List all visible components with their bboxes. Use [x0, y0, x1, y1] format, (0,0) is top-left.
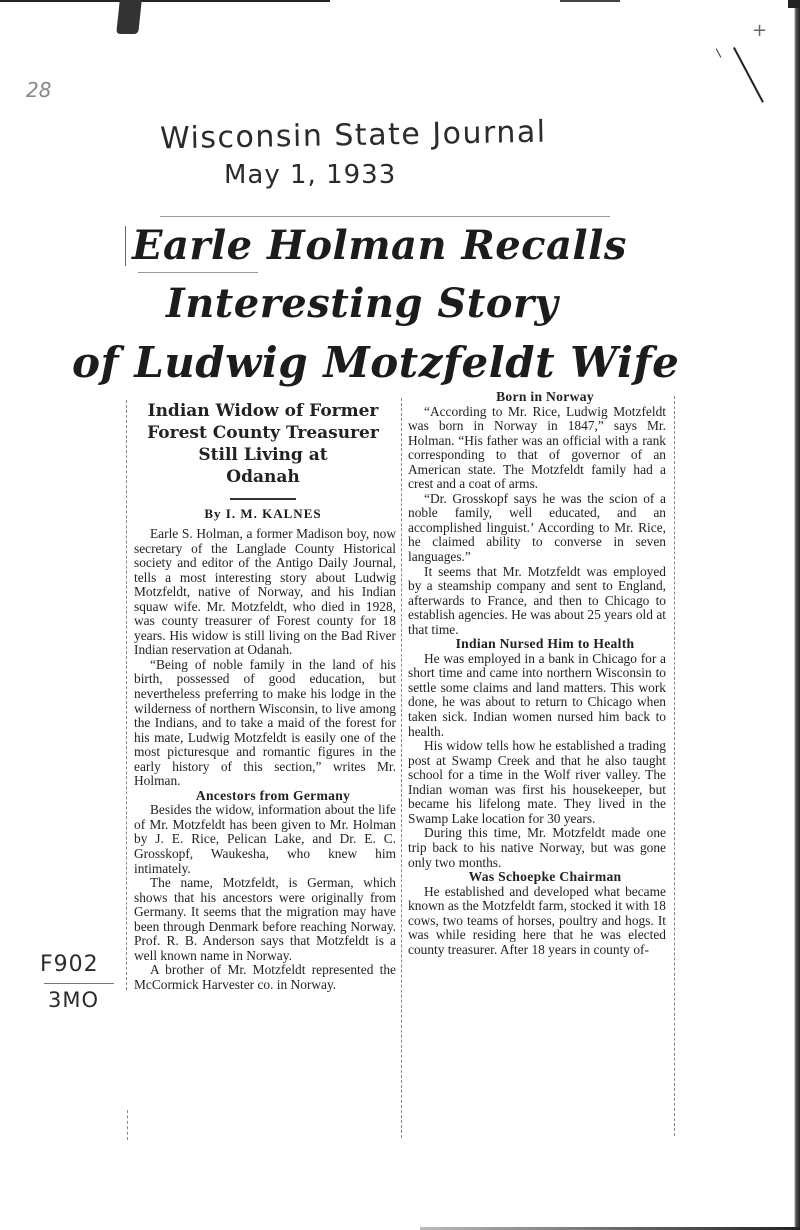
deck-line-1: Indian Widow of Former — [147, 401, 379, 421]
paragraph: His widow tells how he established a trading post at Swamp Creek and that he also taught school for a time in the Wolf river valley. The Indian woman was first his housekeeper, but became his lifelong mate. They lived in the Swamp Lake location for 30 years. — [408, 738, 666, 826]
paragraph: He was employed in a bank in Chicago for a short time and came into northern Wisconsin to settle some claims and land matters. This work done, he was about to return to Chicago when taken sick. Indian women nursed him back to health. — [408, 650, 666, 739]
subhead-indian-nursed: Indian Nursed Him to Health — [455, 636, 635, 652]
deck-block — [128, 400, 398, 522]
paragraph: “Dr. Grosskopf says he was the scion of a noble family, well educated, and an accomplished linguist.’ According to Mr. Rice, he claimed ability to converse in seven languages.” — [408, 490, 666, 565]
paragraph: The name, Motzfeldt, is German, which shows that his ancestors were originally from Germany. It seems that the migration may have been through Denmark before reaching Norway. Prof. R. B. Anderson says that Motzfeldt is a well known name in Norway. — [134, 875, 396, 963]
headline-line-3: of Ludwig Motzfeldt Wife — [72, 338, 680, 387]
column-divider-center — [401, 398, 402, 1138]
subhead-ancestors: Ancestors from Germany — [195, 787, 351, 803]
deck-rule — [230, 498, 296, 500]
headline-top-rule — [160, 216, 610, 217]
pencil-mark — [733, 47, 764, 103]
paragraph: During this time, Mr. Motzfeldt made one trip back to his native Norway, but was gone only two months. — [408, 825, 666, 870]
paragraph: “According to Mr. Rice, Ludwig Motzfeldt was born in Norway in 1847,” says Mr. Holman. “His father was an official with a rank corresponding to that of governor of an American state. The Motzfeldt family had a crest and a coat of arms. — [408, 403, 666, 492]
left-column-body — [134, 527, 396, 993]
right-column-body — [408, 390, 666, 957]
scan-corner — [788, 0, 800, 8]
column-divider-left — [127, 1110, 128, 1140]
deck-line-2: Forest County Treasurer — [147, 423, 379, 443]
column-divider-left — [126, 400, 127, 990]
page-number-annotation: 28 — [26, 78, 52, 102]
source-annotation: Wisconsin State Journal — [159, 114, 547, 157]
paragraph: Earle S. Holman, a former Madison boy, now secretary of the Langlade County Historical society and editor of the Antigo Daily Journal, tells a most interesting story about Ludwig Motzfeldt, native of Norway, and his Indian squaw wife. Mr. Motzfeldt, who died in 1928, was county treasurer of Forest county for 18 years. His widow is still living on the Bad River Indian reservation at Odanah. — [134, 526, 396, 658]
registration-plus-mark: + — [752, 20, 768, 41]
pencil-mark — [716, 48, 722, 57]
scan-right-edge — [794, 0, 800, 1230]
file-code-annotation: F902 — [40, 952, 99, 977]
headline-rule — [138, 272, 258, 273]
headline-side-rule — [125, 226, 126, 266]
headline-line-1: Earle Holman Recalls — [132, 222, 627, 269]
paragraph: It seems that Mr. Motzfeldt was employed by a steamship company and sent to England, afterwards to France, and then to Chicago to establish agencies. He was about 25 years old at that time. — [408, 563, 666, 637]
headline-line-2: Interesting Story — [166, 280, 559, 327]
file-code-divider — [44, 983, 114, 984]
paragraph: “Being of noble family in the land of his birth, possessed of good education, but nevertheless preferring to make his lodge in the wilderness of northern Wisconsin, to live among the Indians, and to take a maid of the forest for his mate, Ludwig Motzfeldt is easily one of the most picturesque and romantic figures in the early history of this section,” writes Mr. Holman. — [134, 656, 396, 789]
deck-line-4: Odanah — [226, 467, 300, 487]
paper-clip-shadow — [116, 0, 142, 34]
paragraph: He established and developed what became known as the Motzfeldt farm, stocked it with 18 cows, two teams of horses, poultry and hogs. It was while residing here that he was elected county treasurer. After 18 years in county of- — [408, 883, 666, 957]
paragraph: A brother of Mr. Motzfeldt represented the McCormick Harvester co. in Norway. — [134, 962, 396, 992]
paragraph: Besides the widow, information about the life of Mr. Motzfeldt has been given to Mr. Holman by J. E. Rice, Pelican Lake, and Dr. E. C. Grosskopf, Waukesha, who knew him intimately. — [134, 802, 396, 876]
subhead-schoepke-chairman: Was Schoepke Chairman — [468, 869, 622, 885]
deck-line-3: Still Living at — [198, 445, 328, 465]
byline: By I. M. KALNES — [204, 506, 322, 521]
column-divider-right — [674, 396, 675, 1136]
scan-top-edge — [560, 0, 620, 2]
scan-top-edge — [0, 0, 330, 2]
file-code-sub-annotation: 3MO — [48, 988, 100, 1012]
date-annotation: May 1, 1933 — [224, 160, 397, 190]
subhead-born-in-norway: Born in Norway — [496, 389, 594, 404]
